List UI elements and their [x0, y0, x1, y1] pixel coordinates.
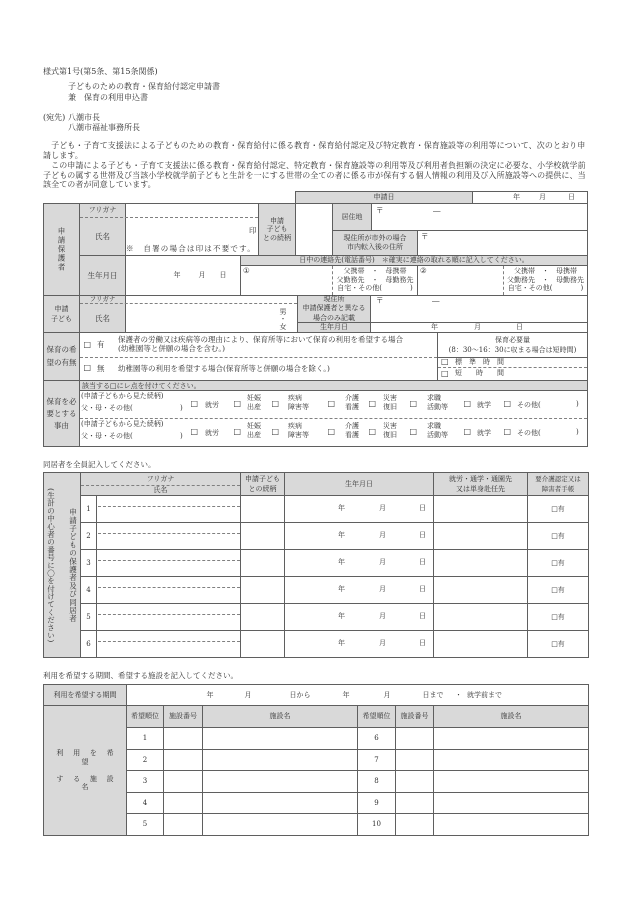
child-birth-label: 生年月日 — [297, 322, 371, 333]
household-birthdate-field[interactable] — [284, 630, 434, 658]
household-header-divider — [81, 485, 240, 486]
birth-day-unit: 日 — [419, 612, 426, 620]
birth-day-unit: 日 — [516, 323, 523, 331]
facility-number-field[interactable] — [395, 813, 434, 836]
household-care-cert-checkbox[interactable]: □有 — [527, 603, 589, 631]
period-until-year: 年 — [342, 690, 350, 699]
checkbox-reason-1-2[interactable]: □ — [233, 399, 242, 408]
facility-instruction: 利用を希望する期間、希望する施設を記入してください。 — [43, 671, 238, 680]
household-name-field[interactable] — [96, 495, 241, 523]
birth-month-unit: 月 — [379, 558, 386, 566]
birth-year-unit: 年 — [338, 612, 345, 620]
household-name-header — [80, 472, 241, 496]
birth-year-unit: 年 — [338, 504, 345, 512]
birth-year-unit: 年 — [173, 270, 181, 279]
form-title: 子どものための教育・保育給付認定申請書 — [68, 82, 220, 91]
birth-month-unit: 月 — [379, 612, 386, 620]
household-birthdate-field[interactable] — [284, 576, 434, 604]
birth-month-unit: 月 — [379, 531, 386, 539]
household-workplace-field[interactable] — [433, 522, 528, 550]
postal-mark-icon: 〒 — [421, 231, 429, 241]
household-row-number: 4 — [80, 576, 97, 604]
household-workplace-field[interactable] — [433, 576, 528, 604]
facility-name-field[interactable] — [433, 749, 589, 771]
household-birthdate-field[interactable] — [284, 495, 434, 523]
birth-day-unit: 日 — [219, 270, 227, 279]
household-row-number: 6 — [80, 630, 97, 658]
facility-number-header: 施設番号 — [163, 705, 203, 728]
period-preschool-option[interactable]: 就学前まで — [467, 690, 502, 699]
period-label: 利用を希望する期間 — [43, 684, 127, 706]
period-until-day: 日まで — [422, 690, 444, 699]
reason-other-close-paren: ) — [576, 399, 579, 408]
household-care-cert-header: 要介護認定又は 障害者手帳 — [527, 472, 589, 496]
period-from-month: 月 — [244, 690, 252, 699]
addressee-prefix: (宛先) — [43, 113, 66, 122]
care-amount-header: 保育必要量 (8：30〜16：30に収まる場合は短時間) — [437, 332, 588, 358]
facility-name-header: 施設名 — [433, 705, 589, 728]
reason-option-label: 疾病 障害等 — [288, 393, 309, 411]
checkbox-reason-2-4[interactable]: □ — [327, 427, 336, 436]
intro-line: 請します。 — [43, 150, 83, 160]
child-sex-options[interactable]: 男 ・ 女 — [279, 307, 287, 332]
facility-name-field[interactable] — [202, 813, 358, 836]
seal-note: ※ 自署の場合は印は不要です。 — [126, 243, 256, 253]
residence-field[interactable] — [371, 203, 588, 231]
facility-rank: 4 — [126, 792, 164, 814]
guardian-name-field[interactable] — [125, 203, 259, 256]
facility-number-field[interactable] — [395, 749, 434, 771]
relation-close-paren: ) — [180, 431, 183, 440]
reason-option-label: 求職 活動等 — [427, 421, 448, 439]
intro-line: 該全ての者が同意しています。 — [43, 180, 156, 189]
reason-option-label: 介護 看護 — [345, 393, 359, 411]
checkbox-reason-1-7[interactable]: □ — [463, 399, 472, 408]
intro-line: 子どもの属する世帯及び当該小学校就学前子どもと生計を一にする世帯の全ての者に係る市が保有する個人情報の利用及び入所施設等への提供に、当 — [43, 170, 586, 180]
household-care-cert-checkbox[interactable]: □有 — [527, 522, 589, 550]
birth-year-unit: 年 — [338, 558, 345, 566]
care-no-description: 幼稚園等の利用を希望する場合(保育所等と併願の場合を除く。) — [118, 363, 330, 373]
reason-option-label: 災害 復旧 — [383, 393, 397, 411]
facility-rank: 10 — [357, 813, 396, 836]
facility-side-text — [44, 741, 126, 801]
household-workplace-field[interactable] — [433, 603, 528, 631]
guardian-birth-label: 生年月日 — [79, 255, 126, 296]
child-section-label: 申請 子ども — [43, 295, 80, 333]
care-yes-label: 有 — [97, 339, 105, 349]
household-side-main: 申請子どもの保護者及び同居者 — [68, 507, 78, 623]
facility-rank: 3 — [126, 770, 164, 793]
birth-year-unit: 年 — [338, 639, 345, 647]
care-yes-description: 保護者の労働又は疾病等の理由により、保育所等において保育の利用を希望する場合 (幼稚園等と併願の場合を含む。) — [118, 334, 403, 353]
reason-option-label: 就学 — [477, 428, 491, 437]
contact-2-field[interactable] — [417, 265, 588, 296]
relation-choice[interactable]: 父・母・その他( — [81, 403, 133, 412]
checkbox-reason-1-8[interactable]: □ — [503, 399, 512, 408]
child-name-field[interactable] — [125, 295, 298, 333]
household-care-cert-checkbox[interactable]: □有 — [527, 495, 589, 523]
household-workplace-field[interactable] — [433, 495, 528, 523]
birth-year-unit: 年 — [338, 531, 345, 539]
reason-option-label: 介護 看護 — [345, 421, 359, 439]
checkbox-reason-2-3[interactable]: □ — [271, 427, 280, 436]
facility-rank: 7 — [357, 749, 396, 771]
household-workplace-header: 就労・通学・通園先 又は単身赴任先 — [433, 472, 528, 496]
period-separator: ・ — [455, 690, 462, 699]
care-wish-options — [79, 332, 438, 381]
period-from-day: 日から — [289, 690, 311, 699]
short-hours-label: 短 時 間 — [455, 369, 504, 377]
guardian-name-label-cell — [79, 203, 126, 256]
reason-option-label: 疾病 障害等 — [288, 421, 309, 439]
facility-number-field[interactable] — [163, 813, 203, 836]
child-furigana-divider — [80, 303, 297, 304]
intro-line: 子ども・子育て支援法による子どものための教育・保育給付に係る教育・保育給付認定及び特定教育・保育施設等の利用等について、次のとおり申 — [43, 141, 586, 150]
addressee-welfare-office: 八潮市福祉事務所長 — [68, 123, 140, 132]
reason-other-close-paren: ) — [576, 427, 579, 436]
facility-rank: 6 — [357, 727, 396, 750]
facility-number-field[interactable] — [395, 792, 434, 814]
household-birthdate-field[interactable] — [284, 522, 434, 550]
household-name-field[interactable] — [96, 522, 241, 550]
care-reason-divider — [80, 418, 587, 419]
household-care-cert-checkbox[interactable]: □有 — [527, 630, 589, 658]
application-date-label: 申請日 — [295, 191, 473, 204]
contact-1-field[interactable] — [240, 265, 418, 296]
furigana-divider — [98, 641, 240, 642]
birth-month-unit: 月 — [198, 270, 206, 279]
reason-option-label: 災害 復旧 — [383, 421, 397, 439]
facility-name-field[interactable] — [433, 813, 589, 836]
household-row-number: 5 — [80, 603, 97, 631]
household-side-label — [43, 472, 81, 658]
facility-side-label — [43, 705, 127, 836]
rank-header: 希望順位 — [357, 705, 396, 728]
contact-1-marker: ① — [243, 266, 250, 275]
facility-rank: 1 — [126, 727, 164, 750]
household-name-field[interactable] — [96, 603, 241, 631]
household-row-number: 3 — [80, 549, 97, 577]
future-address-field[interactable] — [417, 230, 588, 256]
facility-name-field[interactable] — [202, 792, 358, 814]
checkbox-reason-2-1[interactable]: □ — [190, 427, 199, 436]
checkbox-standard-hours[interactable]: □ — [441, 357, 449, 366]
facility-rank: 8 — [357, 770, 396, 793]
checkbox-reason-2-2[interactable]: □ — [233, 427, 242, 436]
reason-option-label: 妊娠 出産 — [247, 421, 261, 439]
postal-dash: ― — [432, 296, 440, 305]
contact-2-marker: ② — [420, 266, 427, 275]
household-relation-field[interactable] — [240, 576, 285, 604]
checkbox-reason-1-6[interactable]: □ — [409, 399, 418, 408]
intro-line: この申請による子ども・子育て支援法に係る教育・保育給付認定、特定教育・保育施設等の利用等及び利用者負担額の決定に必要な、小学校就学前 — [43, 161, 586, 170]
reason-option-label: 妊娠 出産 — [247, 393, 261, 411]
checkbox-reason-2-5[interactable]: □ — [368, 427, 377, 436]
postal-mark-icon: 〒 — [376, 206, 384, 215]
form-subtitle: 兼 保育の利用申込書 — [68, 93, 148, 102]
relation-caption: (申請子どもから見た続柄) — [81, 392, 164, 400]
reason-option-label: 求職 活動等 — [427, 393, 448, 411]
furigana-divider — [98, 506, 240, 507]
facility-side-line: する施設名 — [56, 774, 124, 792]
household-name-field[interactable] — [96, 576, 241, 604]
care-reason-instruction: 該当する□にレ点を付けてください。 — [82, 381, 201, 390]
date-year-unit: 年 — [513, 193, 520, 201]
household-relation-field[interactable] — [240, 549, 285, 577]
rank-header: 希望順位 — [126, 705, 164, 728]
household-care-cert-checkbox[interactable]: □有 — [527, 549, 589, 577]
care-no-label: 無 — [97, 363, 105, 373]
household-birthdate-field[interactable] — [284, 603, 434, 631]
standard-hours-label: 標 準 時 間 — [455, 357, 504, 366]
birth-month-unit: 月 — [474, 323, 481, 331]
household-name-header-text: 氏名 — [153, 485, 168, 494]
child-name-label: 氏名 — [95, 313, 110, 323]
child-furigana-label: フリガナ — [89, 294, 116, 303]
postal-dash: ― — [433, 206, 441, 215]
household-relation-header: 申請子ども との続柄 — [240, 472, 285, 496]
household-workplace-field[interactable] — [433, 630, 528, 658]
furigana-divider — [98, 614, 240, 615]
reason-option-label: 就学 — [477, 400, 491, 409]
facility-name-field[interactable] — [202, 770, 358, 793]
guardian-name-label: 氏名 — [95, 232, 110, 241]
birth-day-unit: 日 — [419, 558, 426, 566]
checkbox-care-no[interactable]: □ — [83, 363, 92, 372]
birth-day-unit: 日 — [419, 504, 426, 512]
reason-option-label: 就労 — [205, 400, 219, 409]
period-until-month: 月 — [383, 690, 391, 699]
checkbox-reason-2-6[interactable]: □ — [409, 427, 418, 436]
future-address-label: 現住所が市外の場合 市内転入後の住所 — [332, 230, 418, 256]
care-amount-divider — [438, 367, 587, 368]
period-from-year: 年 — [206, 690, 214, 699]
facility-name-field[interactable] — [202, 749, 358, 771]
facility-number-field[interactable] — [395, 770, 434, 793]
household-name-field[interactable] — [96, 630, 241, 658]
household-furigana-header: フリガナ — [146, 474, 175, 483]
checkbox-reason-1-4[interactable]: □ — [327, 399, 336, 408]
household-care-cert-checkbox[interactable]: □有 — [527, 576, 589, 604]
reason-option-label: 就労 — [205, 428, 219, 437]
household-relation-field[interactable] — [240, 630, 285, 658]
checkbox-short-hours[interactable]: □ — [441, 368, 449, 378]
guardian-relation-field[interactable] — [295, 203, 333, 256]
guardian-section-text: 申請保護者 — [57, 227, 66, 272]
postal-mark-icon: 〒 — [376, 296, 384, 305]
facility-side-line: 利用を希望 — [56, 749, 124, 766]
facility-number-field[interactable] — [163, 727, 203, 750]
birth-month-unit: 月 — [379, 504, 386, 512]
checkbox-care-yes[interactable]: □ — [83, 339, 92, 349]
facility-name-field[interactable] — [433, 727, 589, 750]
birth-year-unit: 年 — [338, 585, 345, 593]
household-name-field[interactable] — [96, 549, 241, 577]
daytime-contact-header: 日中の連絡先(電話番号) ＊確実に連絡の取れる順に記入してください。 — [240, 255, 588, 266]
care-wish-label: 保育の希 望の有無 — [43, 332, 80, 381]
facility-rank: 2 — [126, 749, 164, 771]
period-field[interactable] — [126, 684, 589, 706]
child-name-label-cell — [79, 295, 126, 333]
furigana-divider — [98, 587, 240, 588]
date-month-unit: 月 — [539, 193, 546, 201]
facility-number-header: 施設番号 — [395, 705, 434, 728]
household-relation-field[interactable] — [240, 603, 285, 631]
facility-number-field[interactable] — [163, 792, 203, 814]
facility-number-field[interactable] — [163, 770, 203, 793]
guardian-birthdate-field[interactable] — [125, 255, 241, 296]
reason-option-label: その他( — [517, 428, 541, 437]
child-address-label: 現住所 申請保護者と異なる 場合のみ記載 — [297, 295, 371, 323]
birth-day-unit: 日 — [419, 531, 426, 539]
seal-mark: 印 — [249, 226, 257, 235]
relation-choice[interactable]: 父・母・その他( — [81, 431, 133, 440]
household-relation-field[interactable] — [240, 495, 285, 523]
household-instruction: 同居者を全員記入してください。 — [43, 460, 156, 469]
addressee-mayor: 八潮市長 — [68, 113, 100, 122]
birth-month-unit: 月 — [379, 585, 386, 593]
contact-2-type-options[interactable]: 父携帯 ・ 母携帯 父勤務先 ・ 母勤務先 自宅・その他( ) — [507, 267, 584, 292]
facility-number-field[interactable] — [395, 727, 434, 750]
facility-name-field[interactable] — [433, 770, 589, 793]
birth-day-unit: 日 — [419, 639, 426, 647]
household-birth-header: 生年月日 — [284, 472, 434, 496]
guardian-relation-label: 申請 子ども との続柄 — [258, 203, 296, 256]
relation-caption: (申請子どもから見た続柄) — [81, 420, 164, 428]
care-reason-label: 保育を必 要とする 事由 — [43, 380, 80, 447]
birth-day-unit: 日 — [419, 585, 426, 593]
household-row-number: 1 — [80, 495, 97, 523]
household-birthdate-field[interactable] — [284, 549, 434, 577]
residence-label: 居住地 — [332, 203, 372, 231]
relation-close-paren: ) — [180, 403, 183, 412]
care-amount-options — [437, 357, 588, 381]
care-wish-divider — [80, 357, 437, 358]
birth-year-unit: 年 — [431, 323, 438, 331]
household-relation-field[interactable] — [240, 522, 285, 550]
child-address-field[interactable] — [370, 295, 588, 323]
guardian-furigana-divider — [80, 217, 258, 218]
birth-month-unit: 月 — [379, 639, 386, 647]
facility-name-field[interactable] — [433, 792, 589, 814]
furigana-divider — [98, 560, 240, 561]
furigana-divider — [98, 533, 240, 534]
facility-number-field[interactable] — [163, 749, 203, 771]
household-side-note: (生計の中心者の番号に〇を付けてください) — [46, 487, 56, 643]
guardian-furigana-label: フリガナ — [88, 206, 117, 215]
checkbox-reason-2-8[interactable]: □ — [503, 427, 512, 436]
facility-rank: 5 — [126, 813, 164, 836]
guardian-section-label — [43, 203, 80, 296]
facility-name-header: 施設名 — [202, 705, 358, 728]
facility-name-field[interactable] — [202, 727, 358, 750]
household-row-number: 2 — [80, 522, 97, 550]
contact-1-type-options[interactable]: 父携帯 ・ 母携帯 父勤務先 ・ 母勤務先 自宅・その他( ) — [336, 267, 414, 292]
checkbox-reason-2-7[interactable]: □ — [463, 427, 472, 436]
checkbox-reason-1-3[interactable]: □ — [271, 399, 280, 408]
checkbox-reason-1-5[interactable]: □ — [368, 399, 377, 408]
date-day-unit: 日 — [568, 193, 575, 201]
household-workplace-field[interactable] — [433, 549, 528, 577]
checkbox-reason-1-1[interactable]: □ — [190, 399, 199, 408]
reason-option-label: その他( — [517, 400, 541, 409]
form-number: 様式第1号(第5条、第15条関係) — [43, 67, 158, 76]
facility-rank: 9 — [357, 792, 396, 814]
